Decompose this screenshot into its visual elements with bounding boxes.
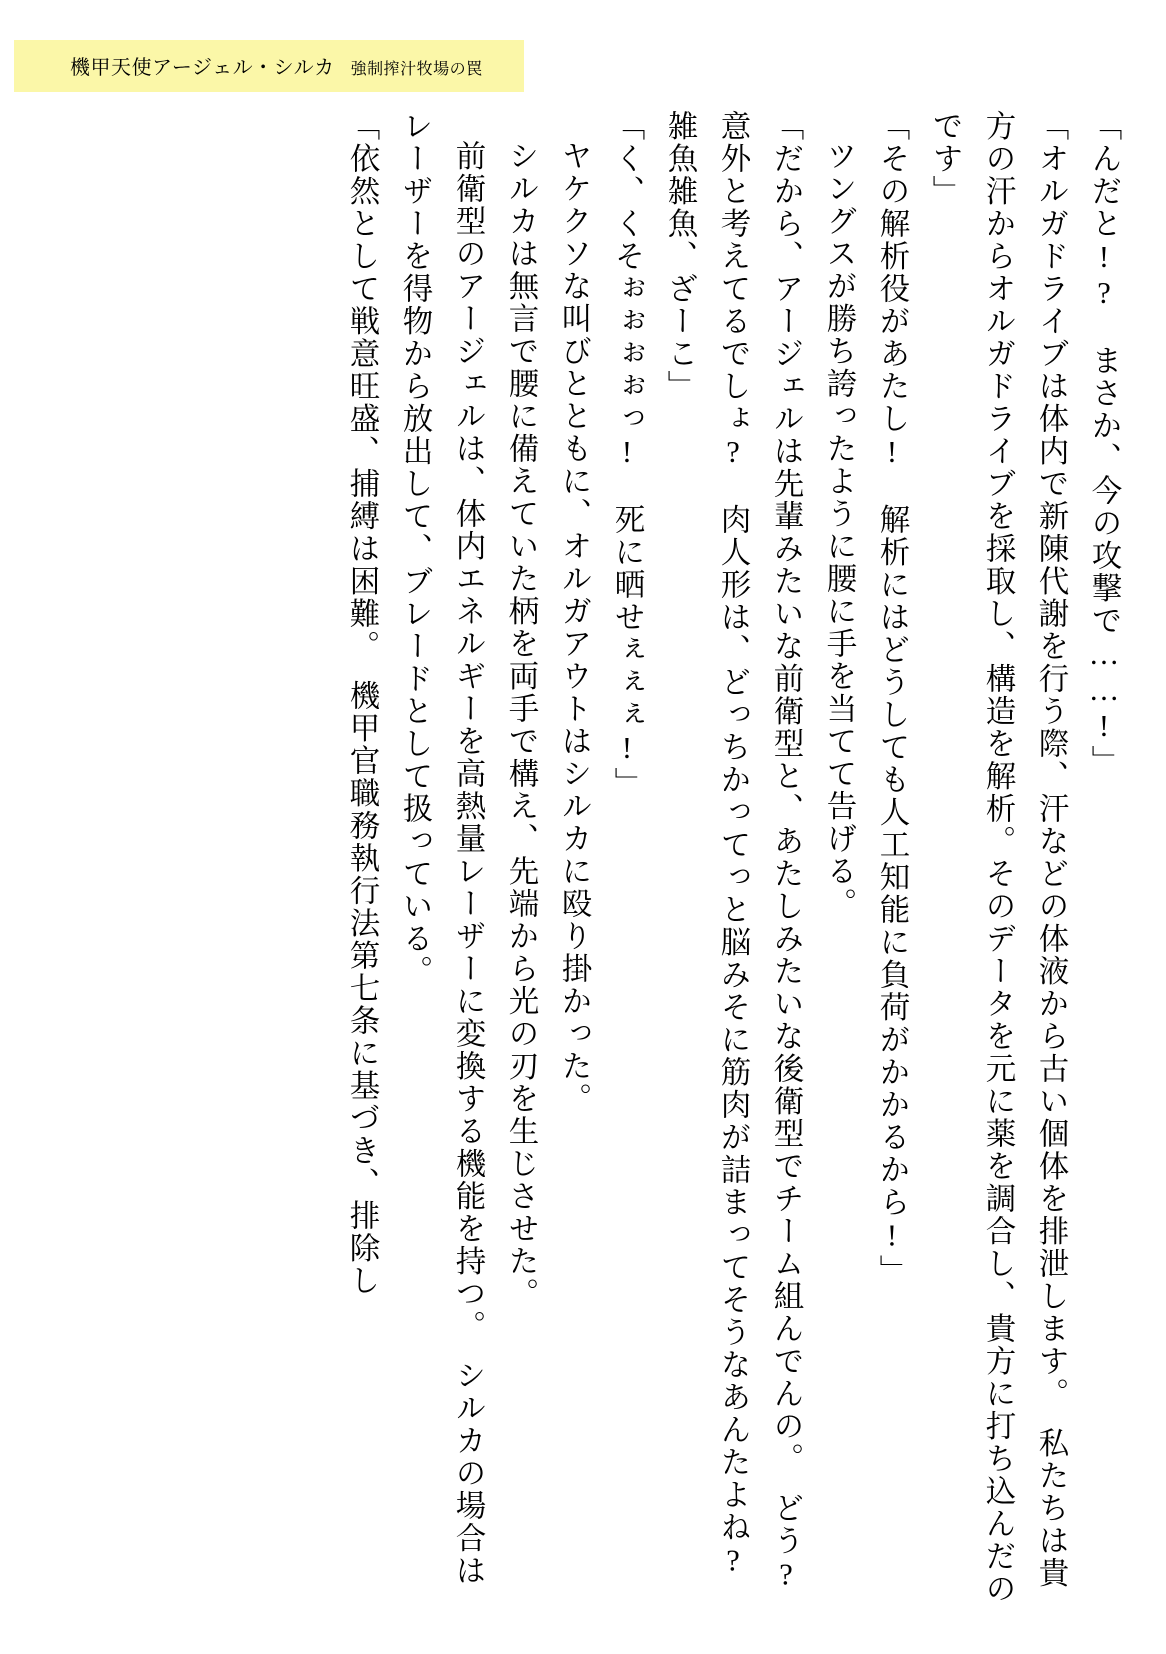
paragraph: 「その解析役があたし! 解析にはどうしても人工知能に負荷がかかるから!」 (875, 110, 909, 1287)
paragraph: シルカは無言で腰に備えていた柄を両手で構え、先端から光の刃を生じさせた。 (504, 140, 538, 1310)
paragraph: 「依然として戦意旺盛、捕縛は困難。 機甲官職務執行法第七条に基づき、排除し (345, 110, 379, 1298)
paragraph: 「オルガドライブは体内で新陳代謝を行う際、汗などの体液から古い個体を排泄します。 私たちは貴方の汗からオルガドライブを採取し、構造を解析。そのデータを元に薬を調合し、貴方に打ち込んだのです」 (928, 110, 1068, 1605)
paragraph: 前衛型のアージェルは、体内エネルギーを高熱量レーザーに変換する機能を持つ。 シルカの場合はレーザーを得物から放出して、ブレードとして扱っている。 (398, 110, 485, 1588)
novel-body-text (40, 110, 1130, 1626)
paragraph: ヤケクソな叫びとともに、オルガアウトはシルカに殴り掛かった。 (557, 140, 591, 1115)
paragraph: 「だから、アージェルは先輩みたいな前衛型と、あたしみたいな後衛型でチーム組んでんの。 どう? 意外と考えてるでしょ? 肉人形は、どっちかってっと脳みそに筋肉が詰まってそうなあんたよね? 雑魚雑魚、ざーこ」 (663, 110, 803, 1626)
paragraph: ツングスが勝ち誇ったように腰に手を当てて告げる。 (822, 140, 856, 920)
page-header (70, 50, 540, 84)
paragraph: 「んだと!? まさか、今の攻撃で……!」 (1087, 110, 1121, 778)
paragraph: 「く、くそぉぉぉぉっ! 死に晒せぇぇぇ!」 (610, 110, 644, 800)
header-subtitle: 強制搾汁牧場の罠 (350, 59, 483, 78)
header-title: 機甲天使アージェル・シルカ (70, 55, 335, 79)
